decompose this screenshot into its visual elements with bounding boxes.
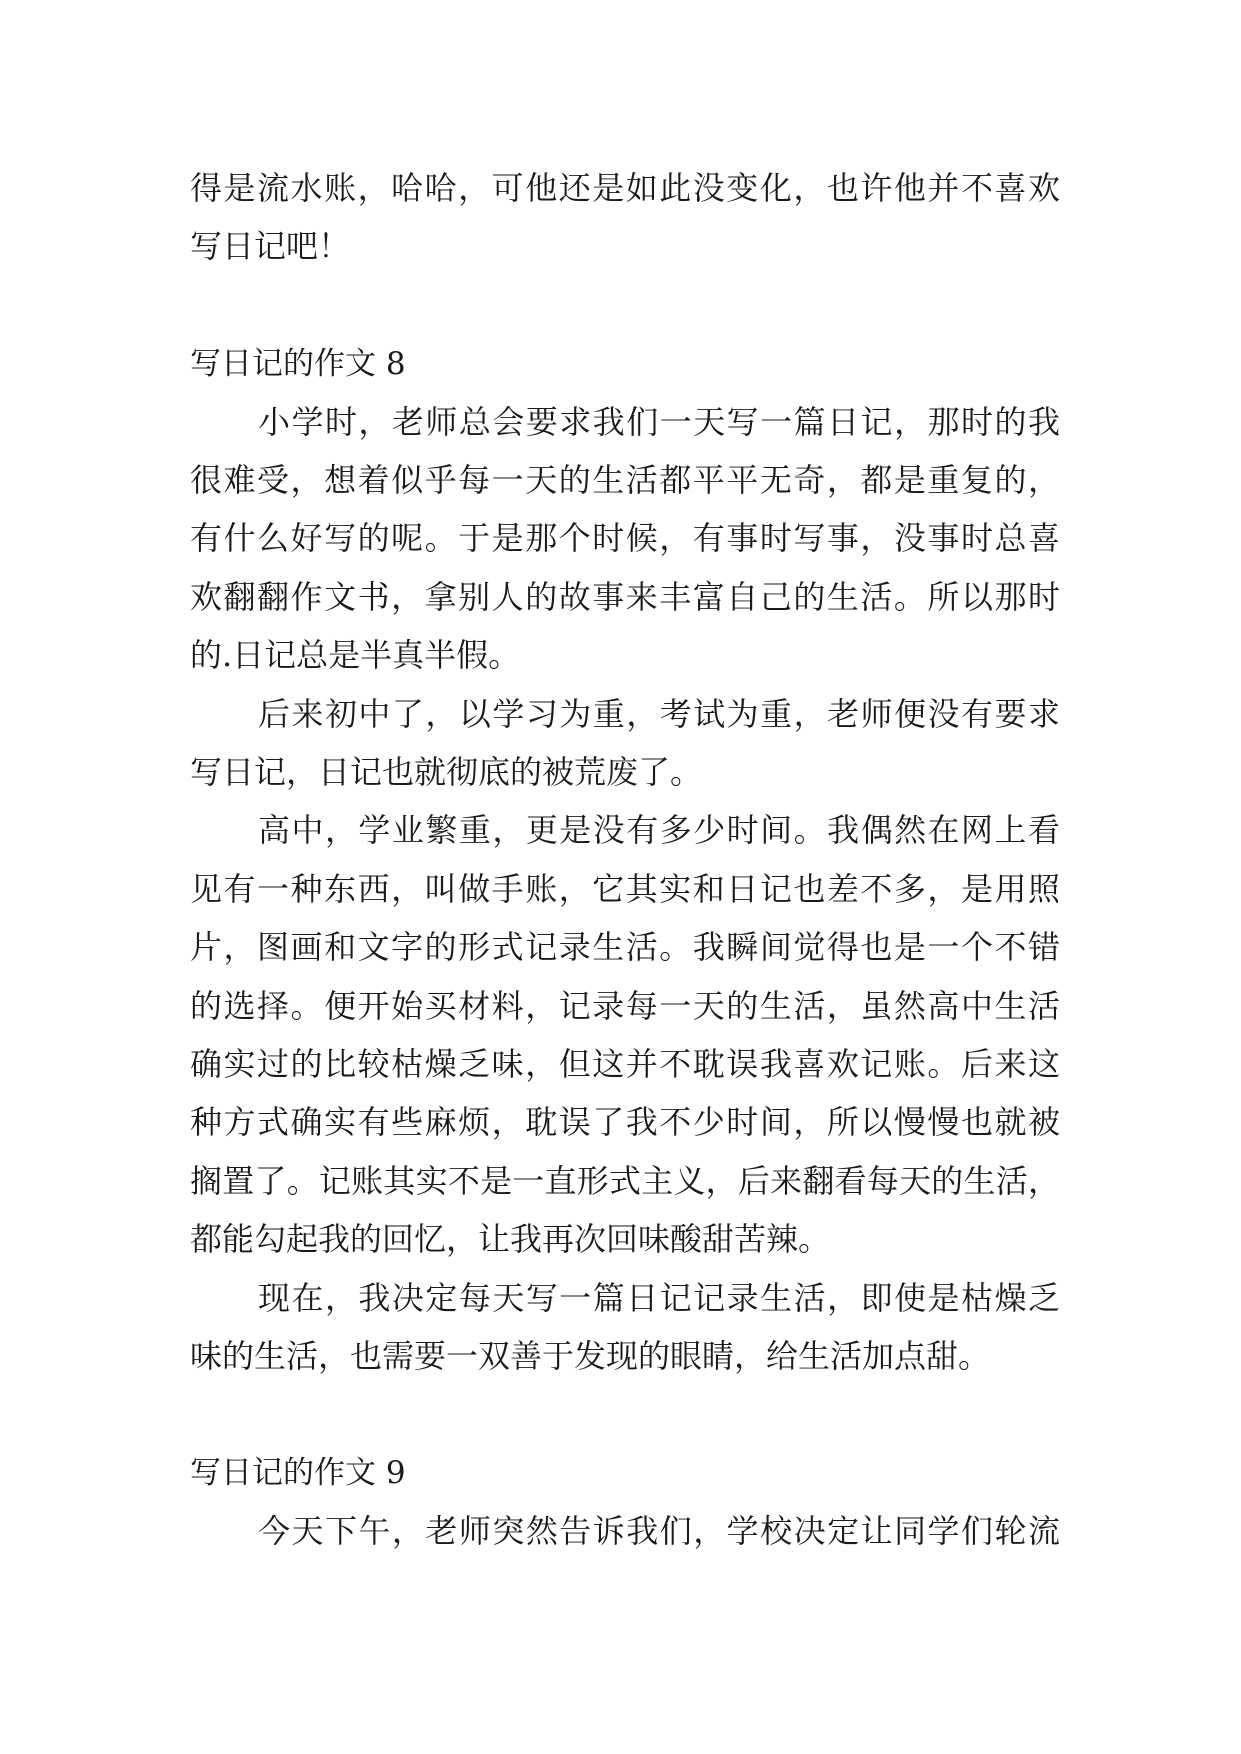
paragraph-line: 写日记，日记也就彻底的被荒废了。 (190, 753, 703, 791)
paragraph-line: 都能勾起我的回忆，让我再次回味酸甜苦辣。 (190, 1220, 831, 1258)
paragraph-line: 确实过的比较枯燥乏味，但这并不耽误我喜欢记账。后来这 (190, 1045, 1060, 1083)
paragraph-line: 种方式确实有些麻烦，耽误了我不少时间，所以慢慢也就被 (190, 1103, 1060, 1141)
paragraph-line: 高中，学业繁重，更是没有多少时间。我偶然在网上看 (258, 811, 1060, 849)
paragraph-line: 片，图画和文字的形式记录生活。我瞬间觉得也是一个不错 (190, 928, 1060, 966)
section-heading: 写日记的作文 9 (190, 1455, 406, 1491)
paragraph-line: 味的生活，也需要一双善于发现的眼睛，给生活加点甜。 (190, 1337, 991, 1375)
paragraph-line: 的.日记总是半真半假。 (190, 636, 521, 674)
paragraph-line: 写日记吧！ (190, 227, 351, 265)
paragraph-line: 小学时，老师总会要求我们一天写一篇日记，那时的我 (258, 403, 1060, 441)
paragraph-line: 有什么好写的呢。于是那个时候，有事时写事，没事时总喜 (190, 519, 1060, 557)
paragraph-line: 得是流水账，哈哈，可他还是如此没变化，也许他并不喜欢 (190, 169, 1060, 207)
paragraph-line: 欢翻翻作文书，拿别人的故事来丰富自己的生活。所以那时 (190, 578, 1060, 616)
paragraph-line: 很难受，想着似乎每一天的生活都平平无奇，都是重复的， (190, 461, 1060, 499)
paragraph-line: 现在，我决定每天写一篇日记记录生活，即使是枯燥乏 (258, 1279, 1060, 1317)
paragraph-line: 后来初中了，以学习为重，考试为重，老师便没有要求 (258, 695, 1060, 733)
paragraph-line: 搁置了。记账其实不是一直形式主义，后来翻看每天的生活， (190, 1162, 1060, 1200)
section-heading: 写日记的作文 8 (190, 346, 406, 382)
paragraph-line: 见有一种东西，叫做手账，它其实和日记也差不多，是用照 (190, 870, 1060, 908)
paragraph-line: 今天下午，老师突然告诉我们，学校决定让同学们轮流 (258, 1512, 1060, 1550)
paragraph-line: 的选择。便开始买材料，记录每一天的生活，虽然高中生活 (190, 987, 1060, 1025)
